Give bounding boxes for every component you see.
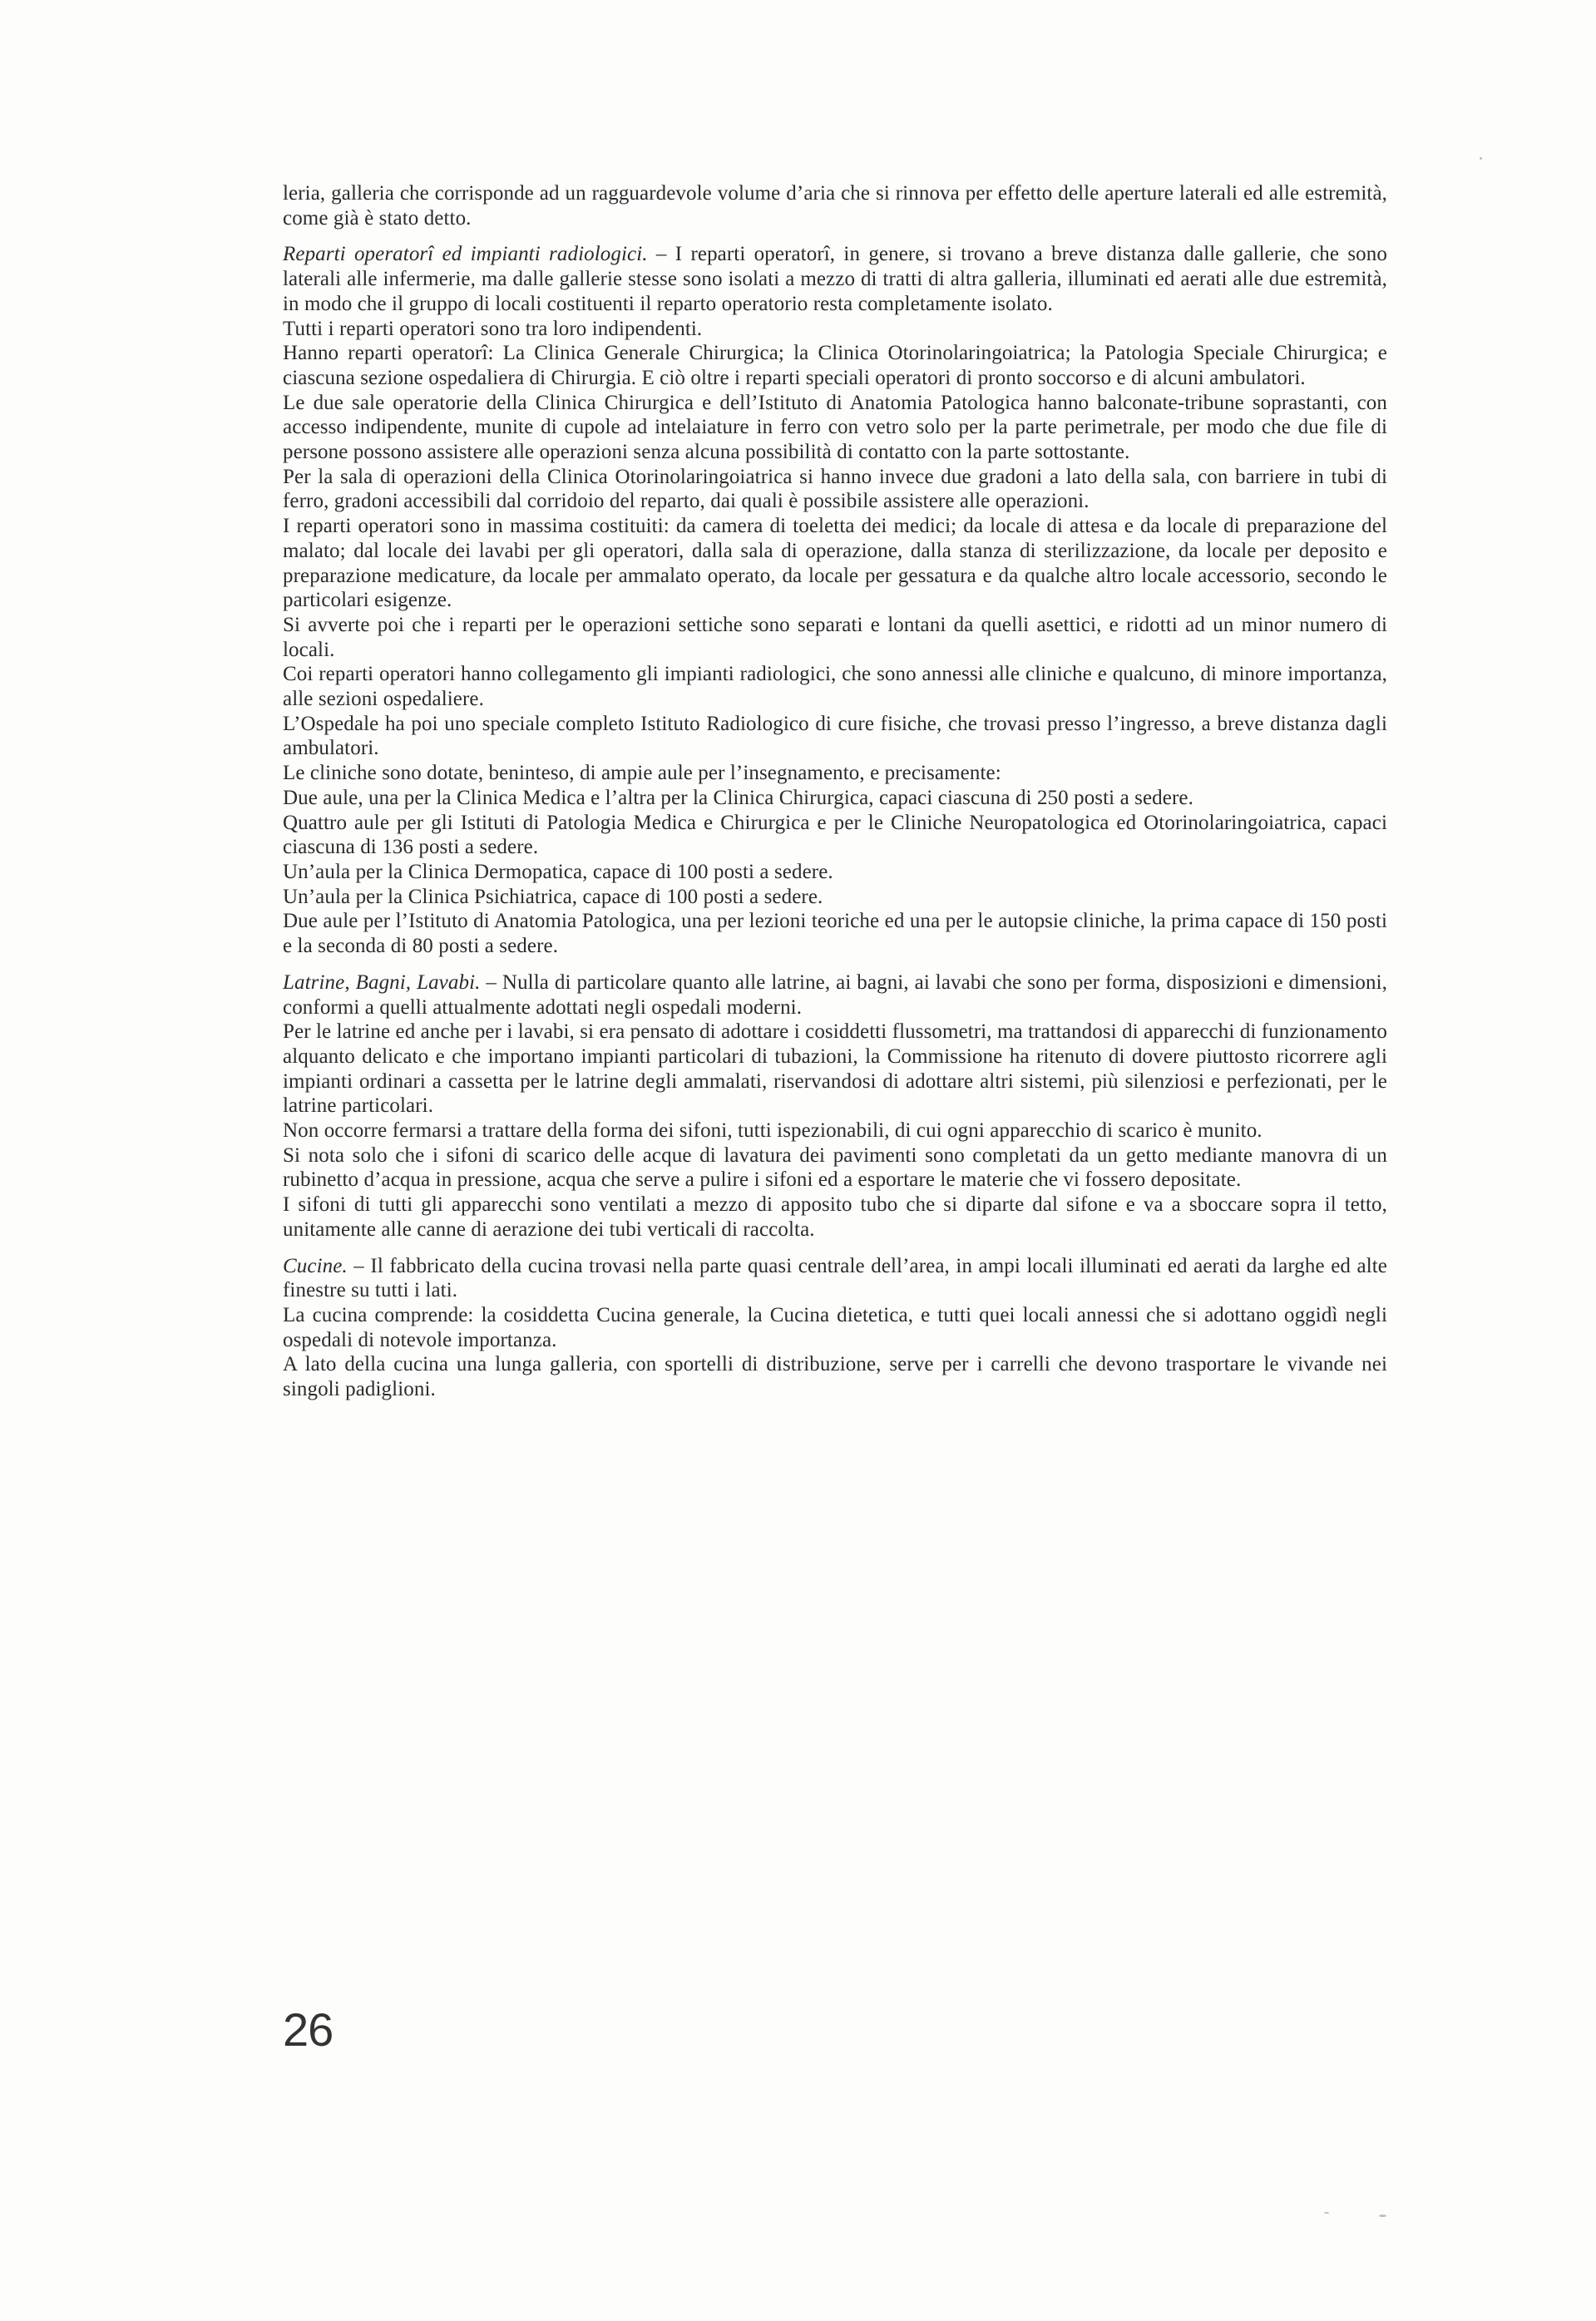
- paragraph: Due aule, una per la Clinica Medica e l’altra per la Clinica Chirurgica, capaci ciascuna di 250 posti a sedere.: [283, 786, 1193, 809]
- paragraph: Quattro aule per gli Istituti di Patologia Medica e Chirurgica e per le Cliniche Neuropatologica ed Otorinolaringoiatrica, capaci ciascuna di 136 posti a sedere.: [283, 811, 1387, 859]
- paragraph: Reparti operatorî ed impianti radiologici. – I reparti operatorî, in genere, si trovano a breve distanza dalle gallerie, che sono laterali alle infermerie, ma dalle gallerie stesse sono isolati a mezzo di tratti di altra galleria, illuminati ed aerati alle due estremità, in modo che il gruppo di locali costituenti il reparto operatorio resta completamente isolato.: [283, 243, 1387, 315]
- section-heading: Reparti operatorî ed impianti radiologici.: [283, 243, 648, 266]
- paragraph: L’Ospedale ha poi uno speciale completo Istituto Radiologico di cure fisiche, che trovasi presso l’ingresso, a breve distanza dagli ambulatori.: [283, 712, 1387, 760]
- section-heading: Cucine.: [283, 1254, 348, 1277]
- paragraph: Hanno reparti operatorî: La Clinica Generale Chirurgica; la Clinica Otorinolaringoiatrica; la Patologia Speciale Chirurgica; e ciascuna sezione ospedaliera di Chirurgia. E ciò oltre i reparti speciali operatori di pronto soccorso e di alcuni ambulatori.: [283, 342, 1387, 389]
- section-heading: Latrine, Bagni, Lavabi.: [283, 970, 481, 994]
- paragraph: Non occorre fermarsi a trattare della forma dei sifoni, tutti ispezionabili, di cui ogni apparecchio di scarico è munito.: [283, 1119, 1262, 1143]
- paragraph: Due aule per l’Istituto di Anatomia Patologica, una per lezioni teoriche ed una per le autopsie cliniche, la prima capace di 150 posti e la seconda di 80 posti a sedere.: [283, 910, 1387, 958]
- page-number: 26: [283, 2003, 334, 2056]
- paper-speck: [1480, 157, 1482, 160]
- paragraph: Cucine. – Il fabbricato della cucina trovasi nella parte quasi centrale dell’area, in ampi locali illuminati ed aerati da larghe ed alte finestre su tutti i lati.: [283, 1254, 1387, 1302]
- body-text: [283, 181, 1387, 1402]
- paragraph: Le cliniche sono dotate, beninteso, di ampie aule per l’insegnamento, e precisamente:: [283, 762, 1001, 785]
- paragraph: Per la sala di operazioni della Clinica Otorinolaringoiatrica si hanno invece due gradoni a lato della sala, con barriere in tubi di ferro, gradoni accessibili dal corridoio del reparto, dai quali è possibile assistere alle operazioni.: [283, 465, 1387, 513]
- paragraph: Per le latrine ed anche per i lavabi, si era pensato di adottare i cosiddetti flussometri, ma trattandosi di apparecchi di funzionamento alquanto delicato e che importano impianti particolari di tubazioni, la Commissione ha ritenuto di dovere piuttosto ricorrere agli impianti ordinari a cassetta per le latrine degli ammalati, riservandosi di adottare altri sistemi, più silenziosi e perfezionati, per le latrine particolari.: [283, 1020, 1387, 1118]
- paragraph: Latrine, Bagni, Lavabi. – Nulla di particolare quanto alle latrine, ai bagni, ai lavabi che sono per forma, disposizioni e dimensioni, conformi a quelli attualmente adottati negli ospedali moderni.: [283, 970, 1387, 1019]
- paragraph: I reparti operatori sono in massima costituiti: da camera di toeletta dei medici; da locale di attesa e da locale di preparazione del malato; dal locale dei lavabi per gli operatori, dalla sala di operazione, dalla stanza di sterilizzazione, da locale per deposito e preparazione medicature, da locale per ammalato operato, da locale per gessatura e da qualche altro locale accessorio, secondo le particolari esigenze.: [283, 515, 1387, 612]
- paragraph: I sifoni di tutti gli apparecchi sono ventilati a mezzo di apposito tubo che si diparte dal sifone e va a sboccare sopra il tetto, unitamente alle canne di aerazione dei tubi verticali di raccolta.: [283, 1193, 1387, 1241]
- paragraph: Coi reparti operatori hanno collegamento gli impianti radiologici, che sono annessi alle cliniche e qualcuno, di minore importanza, alle sezioni ospedaliere.: [283, 663, 1387, 711]
- paragraph: Si avverte poi che i reparti per le operazioni settiche sono separati e lontani da quelli asettici, e ridotti ad un minor numero di locali.: [283, 613, 1387, 661]
- paragraph: Un’aula per la Clinica Dermopatica, capace di 100 posti a sedere.: [283, 860, 833, 883]
- paragraph: Le due sale operatorie della Clinica Chirurgica e dell’Istituto di Anatomia Patologica hanno balconate-tribune soprastanti, con accesso indipendente, munite di cupole ad intelaiature in ferro con vetro solo per la parte perimetrale, per modo che due file di persone possono assistere alle operazioni senza alcuna possibilità di contatto con la parte sottostante.: [283, 391, 1387, 464]
- paper-speck: [1324, 2212, 1329, 2214]
- paragraph: leria, galleria che corrisponde ad un ragguardevole volume d’aria che si rinnova per effetto delle aperture laterali ed alle estremità, come già è stato detto.: [283, 182, 1387, 230]
- paragraph: Tutti i reparti operatori sono tra loro indipendenti.: [283, 317, 703, 340]
- paragraph: La cucina comprende: la cosiddetta Cucina generale, la Cucina dietetica, e tutti quei locali annessi che si adottano oggidì negli ospedali di notevole importanza.: [283, 1303, 1387, 1351]
- paragraph: Un’aula per la Clinica Psichiatrica, capace di 100 posti a sedere.: [283, 885, 823, 908]
- paragraph: A lato della cucina una lunga galleria, con sportelli di distribuzione, serve per i carrelli che devono trasportare le vivande nei singoli padiglioni.: [283, 1353, 1387, 1401]
- paper-speck: [1379, 2215, 1386, 2217]
- paragraph: Si nota solo che i sifoni di scarico delle acque di lavatura dei pavimenti sono completati da un getto mediante manovra di un rubinetto d’acqua in pressione, acqua che serve a pulire i sifoni ed a esportare le materie che vi fossero depositate.: [283, 1143, 1387, 1192]
